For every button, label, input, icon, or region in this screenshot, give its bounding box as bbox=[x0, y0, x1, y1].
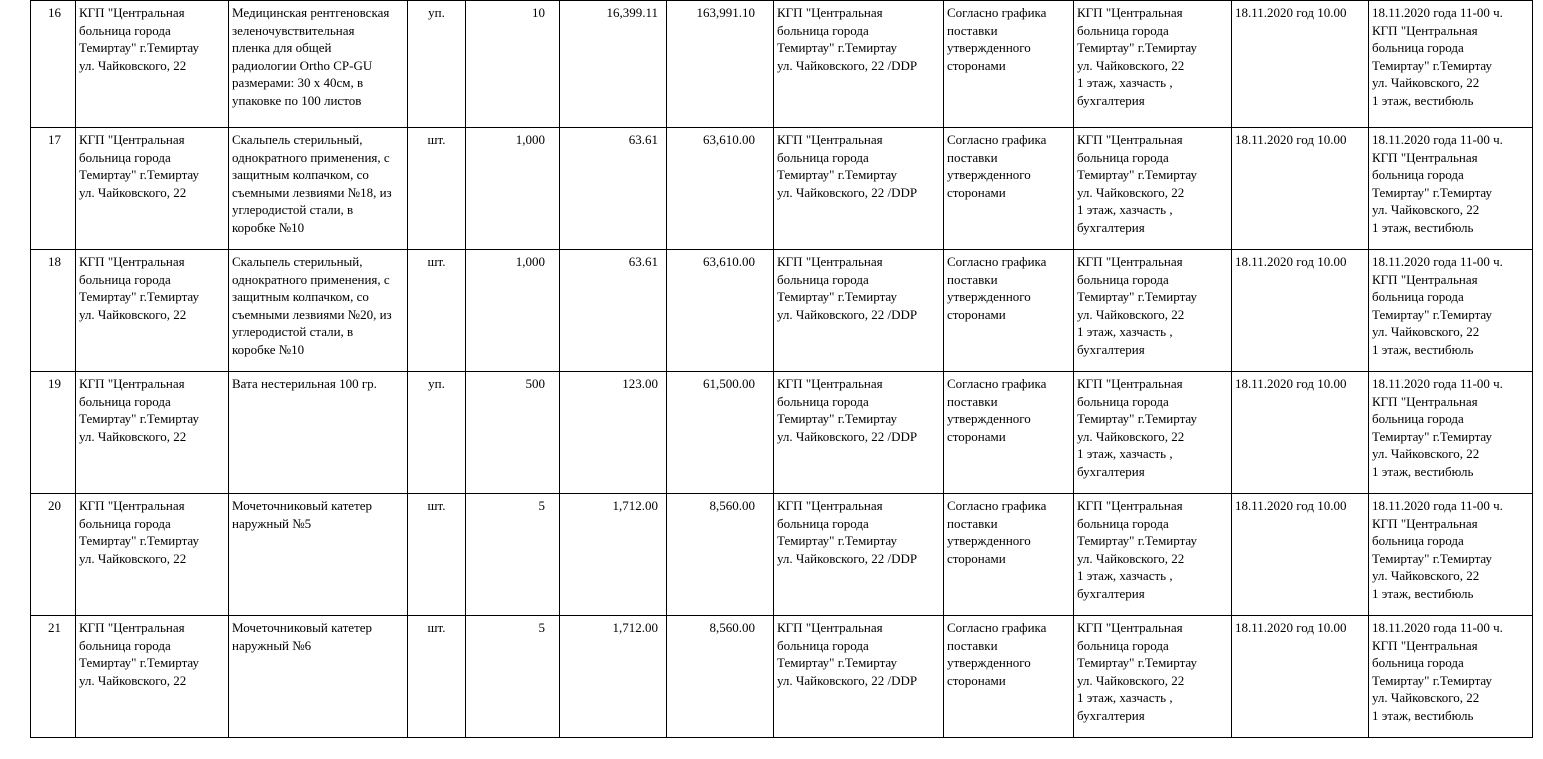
row-number: 20 bbox=[31, 494, 76, 616]
sum-cell: 63,610.00 bbox=[667, 128, 774, 250]
item-name-cell: Скальпель стерильный, однократного применения, с защитным колпачком, со съемными лезвиями №18, из углеродистой стали, в коробке №10 bbox=[229, 128, 408, 250]
sum-cell: 163,991.10 bbox=[667, 1, 774, 128]
unit-cell: уп. bbox=[408, 372, 466, 494]
price-cell: 1,712.00 bbox=[560, 616, 667, 738]
deadline-cell: 18.11.2020 год 10.00 bbox=[1232, 250, 1369, 372]
deadline-cell: 18.11.2020 год 10.00 bbox=[1232, 372, 1369, 494]
opening-cell: 18.11.2020 года 11-00 ч. КГП "Центральная больница города Темиртау" г.Темиртау ул. Чайковского, 22 1 этаж, вестибюль bbox=[1369, 372, 1533, 494]
delivery-place-cell: КГП "Центральная больница города Темиртау" г.Темиртау ул. Чайковского, 22 /DDP bbox=[774, 250, 944, 372]
item-name-cell: Вата нестерильная 100 гр. bbox=[229, 372, 408, 494]
delivery-place-cell: КГП "Центральная больница города Темиртау" г.Темиртау ул. Чайковского, 22 /DDP bbox=[774, 372, 944, 494]
item-name-cell: Медицинская рентгеновская зеленочувствительная пленка для общей радиологии Ortho CP-GU размерами: 30 х 40см, в упаковке по 100 листов bbox=[229, 1, 408, 128]
deadline-cell: 18.11.2020 год 10.00 bbox=[1232, 616, 1369, 738]
price-cell: 63.61 bbox=[560, 250, 667, 372]
opening-cell: 18.11.2020 года 11-00 ч. КГП "Центральная больница города Темиртау" г.Темиртау ул. Чайковского, 22 1 этаж, вестибюль bbox=[1369, 1, 1533, 128]
table-row bbox=[31, 128, 1533, 250]
quantity-cell: 5 bbox=[466, 494, 560, 616]
delivery-place-cell: КГП "Центральная больница города Темиртау" г.Темиртау ул. Чайковского, 22 /DDP bbox=[774, 616, 944, 738]
table-row bbox=[31, 372, 1533, 494]
documents-place-cell: КГП "Центральная больница города Темиртау" г.Темиртау ул. Чайковского, 22 1 этаж, хазчасть , бухгалтерия bbox=[1074, 1, 1232, 128]
procurement-table bbox=[30, 0, 1533, 738]
delivery-place-cell: КГП "Центральная больница города Темиртау" г.Темиртау ул. Чайковского, 22 /DDP bbox=[774, 1, 944, 128]
sum-cell: 63,610.00 bbox=[667, 250, 774, 372]
sum-cell: 8,560.00 bbox=[667, 616, 774, 738]
customer-cell: КГП "Центральная больница города Темиртау" г.Темиртау ул. Чайковского, 22 bbox=[76, 494, 229, 616]
quantity-cell: 500 bbox=[466, 372, 560, 494]
quantity-cell: 5 bbox=[466, 616, 560, 738]
unit-cell: уп. bbox=[408, 1, 466, 128]
delivery-terms-cell: Согласно графика поставки утвержденного сторонами bbox=[944, 494, 1074, 616]
table-row bbox=[31, 494, 1533, 616]
unit-cell: шт. bbox=[408, 494, 466, 616]
customer-cell: КГП "Центральная больница города Темиртау" г.Темиртау ул. Чайковского, 22 bbox=[76, 128, 229, 250]
deadline-cell: 18.11.2020 год 10.00 bbox=[1232, 1, 1369, 128]
table-row bbox=[31, 616, 1533, 738]
documents-place-cell: КГП "Центральная больница города Темиртау" г.Темиртау ул. Чайковского, 22 1 этаж, хазчасть , бухгалтерия bbox=[1074, 250, 1232, 372]
quantity-cell: 10 bbox=[466, 1, 560, 128]
quantity-cell: 1,000 bbox=[466, 250, 560, 372]
delivery-place-cell: КГП "Центральная больница города Темиртау" г.Темиртау ул. Чайковского, 22 /DDP bbox=[774, 494, 944, 616]
delivery-terms-cell: Согласно графика поставки утвержденного сторонами bbox=[944, 1, 1074, 128]
delivery-place-cell: КГП "Центральная больница города Темиртау" г.Темиртау ул. Чайковского, 22 /DDP bbox=[774, 128, 944, 250]
item-name-cell: Мочеточниковый катетер наружный №5 bbox=[229, 494, 408, 616]
row-number: 18 bbox=[31, 250, 76, 372]
row-number: 17 bbox=[31, 128, 76, 250]
sum-cell: 61,500.00 bbox=[667, 372, 774, 494]
item-name-cell: Мочеточниковый катетер наружный №6 bbox=[229, 616, 408, 738]
price-cell: 123.00 bbox=[560, 372, 667, 494]
row-number: 19 bbox=[31, 372, 76, 494]
item-name-cell: Скальпель стерильный, однократного применения, с защитным колпачком, со съемными лезвиями №20, из углеродистой стали, в коробке №10 bbox=[229, 250, 408, 372]
delivery-terms-cell: Согласно графика поставки утвержденного сторонами bbox=[944, 250, 1074, 372]
customer-cell: КГП "Центральная больница города Темиртау" г.Темиртау ул. Чайковского, 22 bbox=[76, 250, 229, 372]
delivery-terms-cell: Согласно графика поставки утвержденного сторонами bbox=[944, 128, 1074, 250]
sum-cell: 8,560.00 bbox=[667, 494, 774, 616]
deadline-cell: 18.11.2020 год 10.00 bbox=[1232, 128, 1369, 250]
customer-cell: КГП "Центральная больница города Темиртау" г.Темиртау ул. Чайковского, 22 bbox=[76, 372, 229, 494]
table-row bbox=[31, 1, 1533, 128]
unit-cell: шт. bbox=[408, 250, 466, 372]
documents-place-cell: КГП "Центральная больница города Темиртау" г.Темиртау ул. Чайковского, 22 1 этаж, хазчасть , бухгалтерия bbox=[1074, 372, 1232, 494]
opening-cell: 18.11.2020 года 11-00 ч. КГП "Центральная больница города Темиртау" г.Темиртау ул. Чайковского, 22 1 этаж, вестибюль bbox=[1369, 250, 1533, 372]
opening-cell: 18.11.2020 года 11-00 ч. КГП "Центральная больница города Темиртау" г.Темиртау ул. Чайковского, 22 1 этаж, вестибюль bbox=[1369, 494, 1533, 616]
quantity-cell: 1,000 bbox=[466, 128, 560, 250]
delivery-terms-cell: Согласно графика поставки утвержденного сторонами bbox=[944, 616, 1074, 738]
documents-place-cell: КГП "Центральная больница города Темиртау" г.Темиртау ул. Чайковского, 22 1 этаж, хазчасть , бухгалтерия bbox=[1074, 128, 1232, 250]
documents-place-cell: КГП "Центральная больница города Темиртау" г.Темиртау ул. Чайковского, 22 1 этаж, хазчасть , бухгалтерия bbox=[1074, 616, 1232, 738]
opening-cell: 18.11.2020 года 11-00 ч. КГП "Центральная больница города Темиртау" г.Темиртау ул. Чайковского, 22 1 этаж, вестибюль bbox=[1369, 616, 1533, 738]
row-number: 21 bbox=[31, 616, 76, 738]
price-cell: 1,712.00 bbox=[560, 494, 667, 616]
row-number: 16 bbox=[31, 1, 76, 128]
opening-cell: 18.11.2020 года 11-00 ч. КГП "Центральная больница города Темиртау" г.Темиртау ул. Чайковского, 22 1 этаж, вестибюль bbox=[1369, 128, 1533, 250]
unit-cell: шт. bbox=[408, 616, 466, 738]
deadline-cell: 18.11.2020 год 10.00 bbox=[1232, 494, 1369, 616]
unit-cell: шт. bbox=[408, 128, 466, 250]
customer-cell: КГП "Центральная больница города Темиртау" г.Темиртау ул. Чайковского, 22 bbox=[76, 1, 229, 128]
price-cell: 16,399.11 bbox=[560, 1, 667, 128]
documents-place-cell: КГП "Центральная больница города Темиртау" г.Темиртау ул. Чайковского, 22 1 этаж, хазчасть , бухгалтерия bbox=[1074, 494, 1232, 616]
price-cell: 63.61 bbox=[560, 128, 667, 250]
customer-cell: КГП "Центральная больница города Темиртау" г.Темиртау ул. Чайковского, 22 bbox=[76, 616, 229, 738]
delivery-terms-cell: Согласно графика поставки утвержденного сторонами bbox=[944, 372, 1074, 494]
table-row bbox=[31, 250, 1533, 372]
